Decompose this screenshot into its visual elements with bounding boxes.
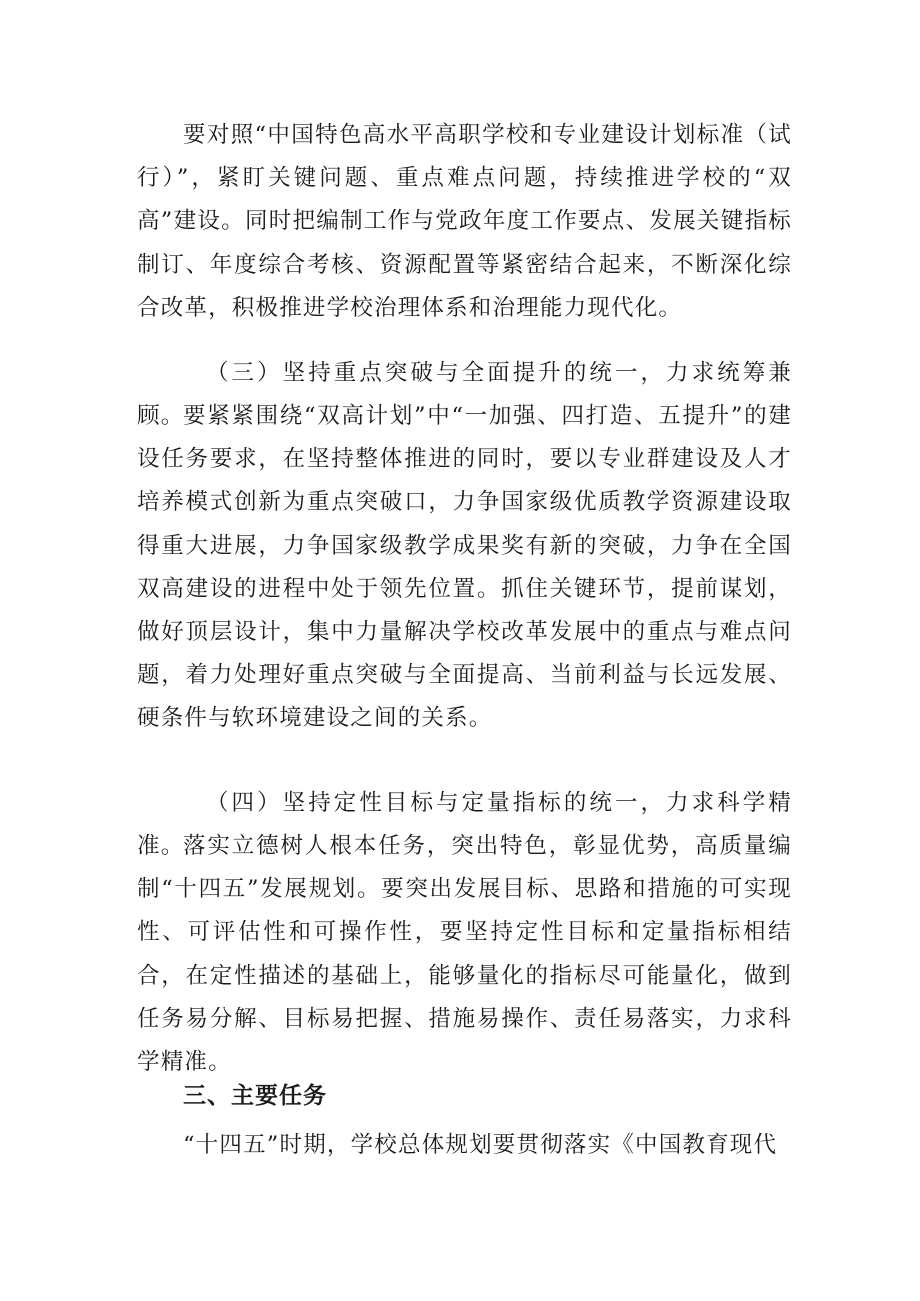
paragraph-qualitative-quantitative: 落实立德树人根本任务，突出特色，彰显优势，高质量编制“十四五”发展规划。要突出发展目标、思路和措施的可实现性、可评估性和可操作性，要坚持定性目标和定量指标相结合，在定性描述的基础上，能够量化的指标尽可能量化，做到任务易分解、目标易把握、措施易操作、责任易落实，力求科学精准。 (137, 833, 792, 1076)
paragraph-main-tasks: “十四五”时期，学校总体规划要贯彻落实《中国教育现代 (183, 1132, 778, 1158)
paragraph-key-breakthrough: 要紧紧围绕“双高计划”中“一加强、四打造、五提升”的建设任务要求，在坚持整体推进的同时，要以专业群建设及人才培养模式创新为重点突破口，力争国家级优质教学资源建设取得重大进展，力争国家级教学成果奖有新的突破，力争在全国双高建设的进程中处于领先位置。抓住关键环节，提前谋划，做好顶层设计，集中力量解决学校改革发展中的重点与难点问题，着力处理好重点突破与全面提高、当前利益与长远发展、硬条件与软环境建设之间的关系。 (137, 403, 792, 732)
section-heading: 三、主要任务 (183, 1083, 327, 1109)
paragraph-implementation: 要对照“中国特色高水平高职学校和专业建设计划标准（试行）”，紧盯关键问题、重点难点问题，持续推进学校的“双高”建设。同时把编制工作与党政年度工作要点、发展关键指标制订、年度综合考核、资源配置等紧密结合起来，不断深化综合改革，积极推进学校治理体系和治理能力现代化。 (137, 122, 792, 321)
subheading-four: （四）坚持定性目标与定量指标的统一，力求科学精准。 (137, 790, 792, 860)
subheading-three: （三）坚持重点突破与全面提升的统一，力求统筹兼顾。 (137, 360, 792, 430)
